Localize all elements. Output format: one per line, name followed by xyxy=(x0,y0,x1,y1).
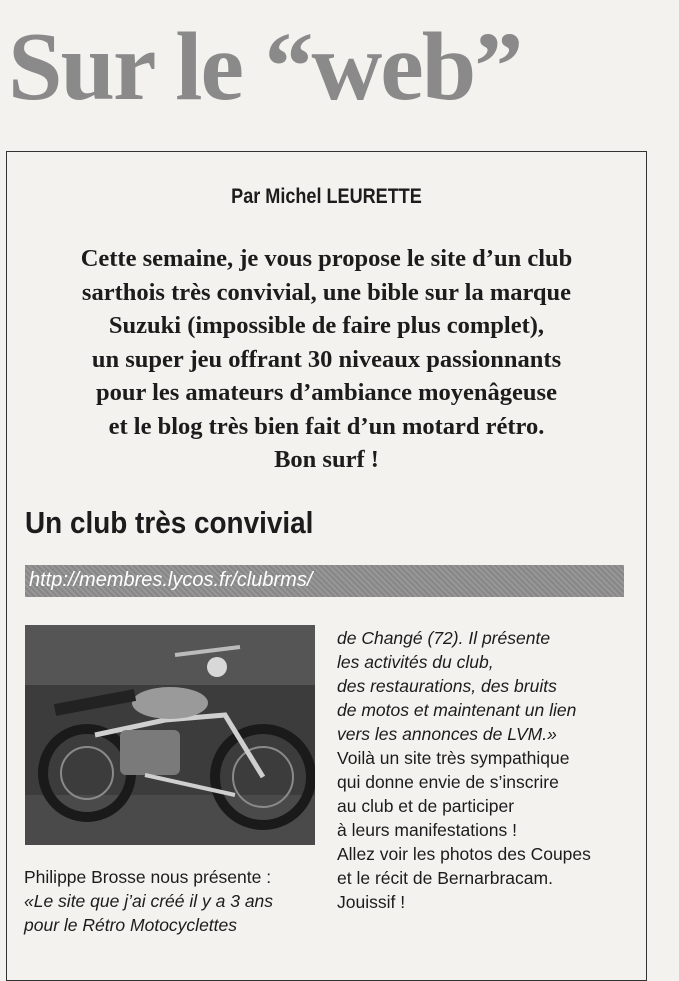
intro-line: Bon surf ! xyxy=(274,446,379,473)
text-line: Voilà un site très sympathique xyxy=(337,748,570,768)
intro-line: Cette semaine, je vous propose le site d’un club xyxy=(80,245,573,272)
club-url-link[interactable]: http://membres.lycos.fr/clubrms/ xyxy=(29,569,313,591)
text-line: les activités du club, xyxy=(337,652,494,672)
intro-line: et le blog très bien fait d’un motard rétro. xyxy=(108,412,545,440)
text-line: Allez voir les photos des Coupes xyxy=(337,844,591,864)
byline: Par Michel LEURETTE xyxy=(231,185,422,208)
text-line: des restaurations, des bruits xyxy=(337,676,557,696)
intro-paragraph xyxy=(17,242,636,477)
page-headline: Sur le “web” xyxy=(8,13,522,121)
text-line: pour le Rétro Motocyclettes xyxy=(24,915,238,935)
intro-line: un super jeu offrant 30 niveaux passionnants xyxy=(91,345,562,373)
intro-line: sarthois très convivial, une bible sur la marque xyxy=(81,278,572,306)
motorcycle-photo xyxy=(25,625,315,845)
url-bar[interactable] xyxy=(25,565,624,597)
photo-caption-text xyxy=(24,865,273,937)
motorcycle-image xyxy=(25,625,315,845)
text-line: au club et de participer xyxy=(337,796,515,816)
article-box xyxy=(6,151,647,981)
text-line: et le récit de Bernarbracam. xyxy=(337,868,553,888)
text-line: de motos et maintenant un lien xyxy=(337,700,577,720)
intro-line: Suzuki (impossible de faire plus complet), xyxy=(108,312,545,339)
text-line: qui donne envie de s’inscrire xyxy=(337,772,559,792)
text-line: Jouissif ! xyxy=(337,892,406,912)
text-line: à leurs manifestations ! xyxy=(337,820,517,840)
section-title: Un club très convivial xyxy=(25,505,314,540)
text-line: vers les annonces de LVM.» xyxy=(337,724,557,744)
intro-line: pour les amateurs d’ambiance moyenâgeuse xyxy=(96,379,557,406)
text-line: de Changé (72). Il présente xyxy=(337,628,551,648)
text-line: Philippe Brosse nous présente : xyxy=(24,867,272,887)
article-body-text xyxy=(337,626,591,914)
text-line: «Le site que j’ai créé il y a 3 ans xyxy=(24,891,274,911)
